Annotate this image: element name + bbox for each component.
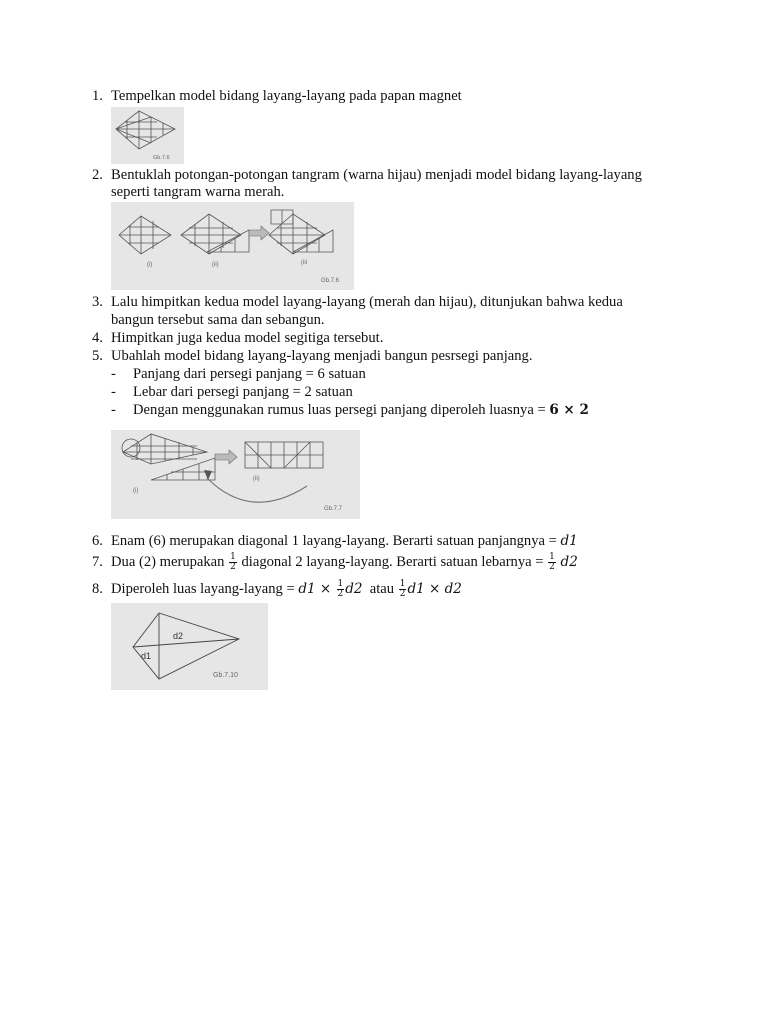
list-item-8 xyxy=(92,580,462,599)
sub-item-width xyxy=(111,383,353,401)
item-number: 2. xyxy=(92,167,103,183)
item-text: Himpitkan juga kedua model segitiga tersebut. xyxy=(111,330,384,346)
d1-symbol: d1 xyxy=(560,533,578,549)
item-text: Dua (2) merupakan xyxy=(111,554,229,570)
d1-symbol: d1 xyxy=(407,581,425,597)
sub-item-dash: - xyxy=(111,384,116,400)
item-number: 6. xyxy=(92,533,103,549)
sub-item-text: Panjang dari persegi panjang = 6 satuan xyxy=(133,366,366,382)
list-item-7 xyxy=(92,553,578,572)
figure-kite-diagonals xyxy=(111,603,268,690)
label-d1: d1 xyxy=(141,651,152,661)
step-label-ii: (ii) xyxy=(253,476,260,482)
fraction-half: $\frac{1}{2}$ xyxy=(230,552,236,573)
item-number: 1. xyxy=(92,88,103,104)
item-number: 5. xyxy=(92,348,103,364)
item-number: 7. xyxy=(92,554,103,570)
item-text: Diperoleh luas layang-layang = xyxy=(111,581,299,597)
item-text: diagonal 2 layang-layang. Berarti satuan lebarnya = xyxy=(237,554,548,570)
label-d2: d2 xyxy=(173,631,184,641)
item-number: 3. xyxy=(92,294,103,310)
figure-tangram-steps xyxy=(111,202,354,290)
step-label-i: (i) xyxy=(147,262,153,268)
sub-item-dash: - xyxy=(111,366,116,382)
item-text: atau xyxy=(362,581,398,597)
list-item-1 xyxy=(92,87,462,105)
sub-item-text: Dengan menggunakan rumus luas persegi panjang diperoleh luasnya = xyxy=(133,402,550,418)
item-text: Bentuklah potongan-potongan tangram (warna hijau) menjadi model bidang layang-layang xyxy=(111,167,642,183)
item-number: 4. xyxy=(92,330,103,346)
sub-item-dash: - xyxy=(111,402,116,418)
list-item-3 xyxy=(92,293,623,311)
figure-kite-1 xyxy=(111,107,184,164)
figure-caption: Gb.7.10 xyxy=(213,672,238,679)
figure-kite-to-rectangle xyxy=(111,430,360,519)
sub-item-text: Lebar dari persegi panjang = 2 satuan xyxy=(133,384,353,400)
figure-caption: Gb.7.6 xyxy=(321,278,340,284)
area-expression: 6 × 2 xyxy=(549,402,589,418)
sub-item-area-formula xyxy=(111,401,589,419)
item-text: Tempelkan model bidang layang-layang pada papan magnet xyxy=(111,88,462,104)
list-item-2 xyxy=(92,166,642,184)
item-text: Lalu himpitkan kedua model layang-layang (merah dan hijau), ditunjukan bahwa kedua xyxy=(111,294,623,310)
step-label-iii: (iii xyxy=(301,260,307,266)
step-label-ii: (ii) xyxy=(212,262,219,268)
fraction-half: $\frac{1}{2}$ xyxy=(549,552,555,573)
fraction-half: $\frac{1}{2}$ xyxy=(399,579,406,600)
item-text: Enam (6) merupakan diagonal 1 layang-layang. Berarti satuan panjangnya = xyxy=(111,533,561,549)
list-item-6 xyxy=(92,532,578,550)
list-item-5 xyxy=(92,347,532,365)
step-label-i: (i) xyxy=(133,488,139,494)
list-item-4 xyxy=(92,329,383,347)
times-sign: × xyxy=(424,581,445,597)
times-sign: × xyxy=(315,581,336,597)
figure-caption: Gb.7.6 xyxy=(153,155,170,161)
list-item-3-continuation: bangun tersebut sama dan sebangun. xyxy=(111,312,325,328)
figure-caption: Gb.7.7 xyxy=(324,506,343,512)
item-text: Ubahlah model bidang layang-layang menjadi bangun pesrsegi panjang. xyxy=(111,348,533,364)
item-number: 8. xyxy=(92,581,103,597)
fraction-half: $\frac{1}{2}$ xyxy=(337,579,344,600)
d1-symbol: d1 xyxy=(298,581,316,597)
list-item-2-continuation: seperti tangram warna merah. xyxy=(111,184,285,200)
d2-symbol: d2 xyxy=(560,554,578,570)
d2-symbol: d2 xyxy=(345,581,363,597)
d2-symbol: d2 xyxy=(444,581,462,597)
sub-item-length xyxy=(111,365,366,383)
